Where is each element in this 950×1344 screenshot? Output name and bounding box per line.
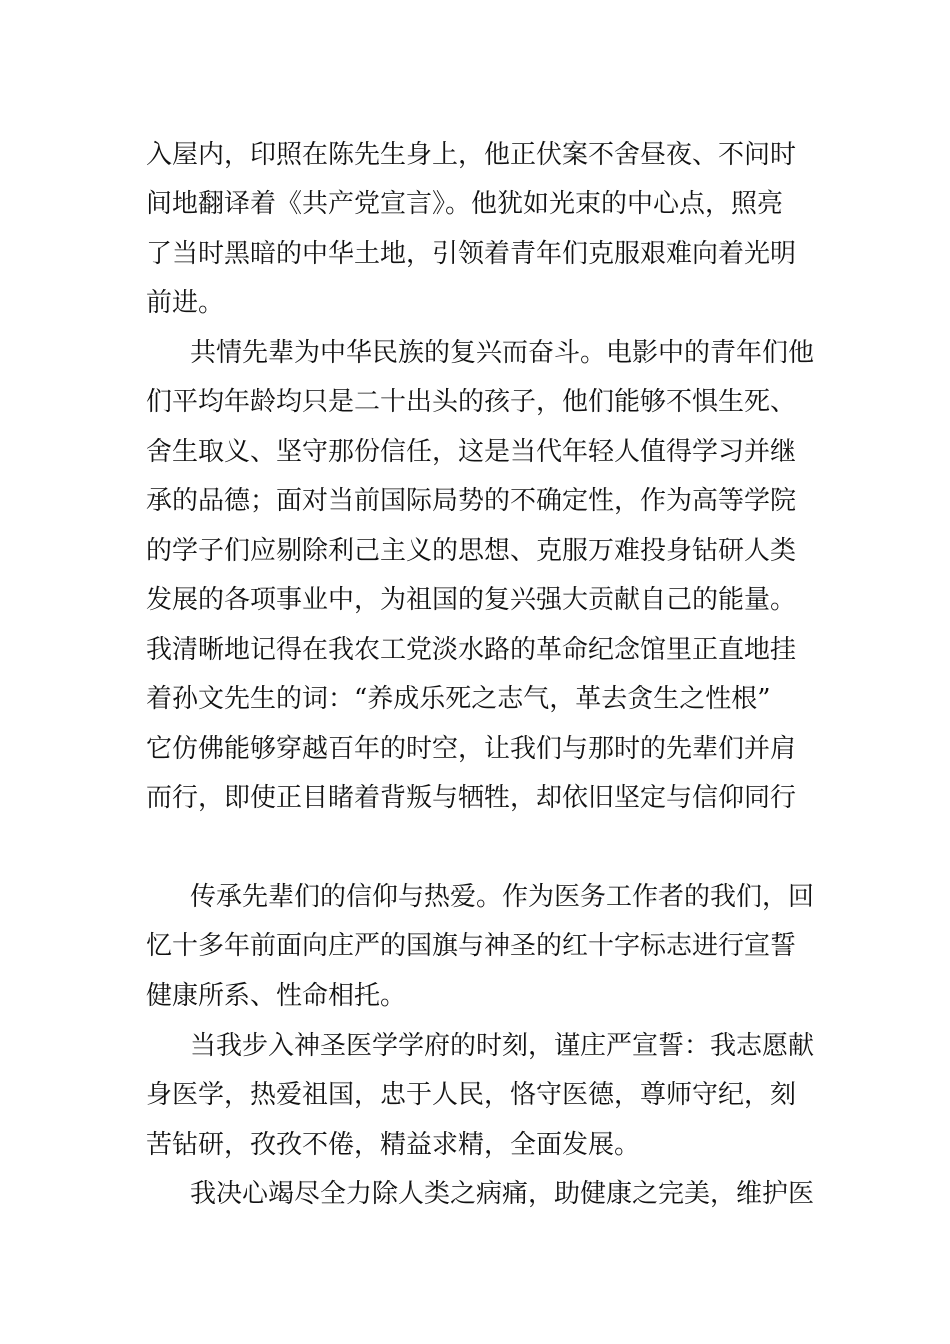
paragraph-first-line: 传承先辈们的信仰与热爱。作为医务工作者的我们，回 xyxy=(190,882,815,912)
paragraph-first-line: 当我步入神圣医学学府的时刻，谨庄严宣誓：我志愿献 xyxy=(190,1031,815,1061)
text-line: 苦钻研，孜孜不倦，精益求精，全面发展。 xyxy=(146,1130,641,1160)
text-line: 了当时黑暗的中华土地，引领着青年们克服艰难向着光明 xyxy=(146,239,797,269)
paragraph-first-line: 我决心竭尽全力除人类之病痛，助健康之完美，维护医 xyxy=(190,1179,815,1209)
text-line: 们平均年龄均只是二十出头的孩子，他们能够不惧生死、 xyxy=(146,387,797,417)
text-line: 发展的各项事业中，为祖国的复兴强大贡献自己的能量。 xyxy=(146,585,797,615)
text-line: 舍生取义、坚守那份信任，这是当代年轻人值得学习并继 xyxy=(146,437,797,467)
text-line: 承的品德；面对当前国际局势的不确定性，作为高等学院 xyxy=(146,486,797,516)
text-line: 间地翻译着《共产党宣言》。他犹如光束的中心点，照亮 xyxy=(146,189,784,219)
text-line: 身医学，热爱祖国，忠于人民，恪守医德，尊师守纪，刻 xyxy=(146,1080,797,1110)
text-line: 忆十多年前面向庄严的国旗与神圣的红十字标志进行宣誓 xyxy=(146,931,797,961)
text-line: 而行，即使正目睹着背叛与牺牲，却依旧坚定与信仰同行 xyxy=(146,783,797,813)
text-line: 我清晰地记得在我农工党淡水路的革命纪念馆里正直地挂 xyxy=(146,635,797,665)
text-line: 的学子们应剔除利己主义的思想、克服万难投身钻研人类 xyxy=(146,536,797,566)
text-line: 入屋内，印照在陈先生身上，他正伏案不舍昼夜、不问时 xyxy=(146,140,797,170)
text-line: 着孙文先生的词：“养成乐死之志气，革去贪生之性根” xyxy=(146,684,771,714)
text-line: 它仿佛能够穿越百年的时空，让我们与那时的先辈们并肩 xyxy=(146,734,797,764)
paragraph-first-line: 共情先辈为中华民族的复兴而奋斗。电影中的青年们他 xyxy=(190,338,815,368)
text-line: 健康所系、性命相托。 xyxy=(146,981,407,1011)
text-line: 前进。 xyxy=(146,288,225,318)
